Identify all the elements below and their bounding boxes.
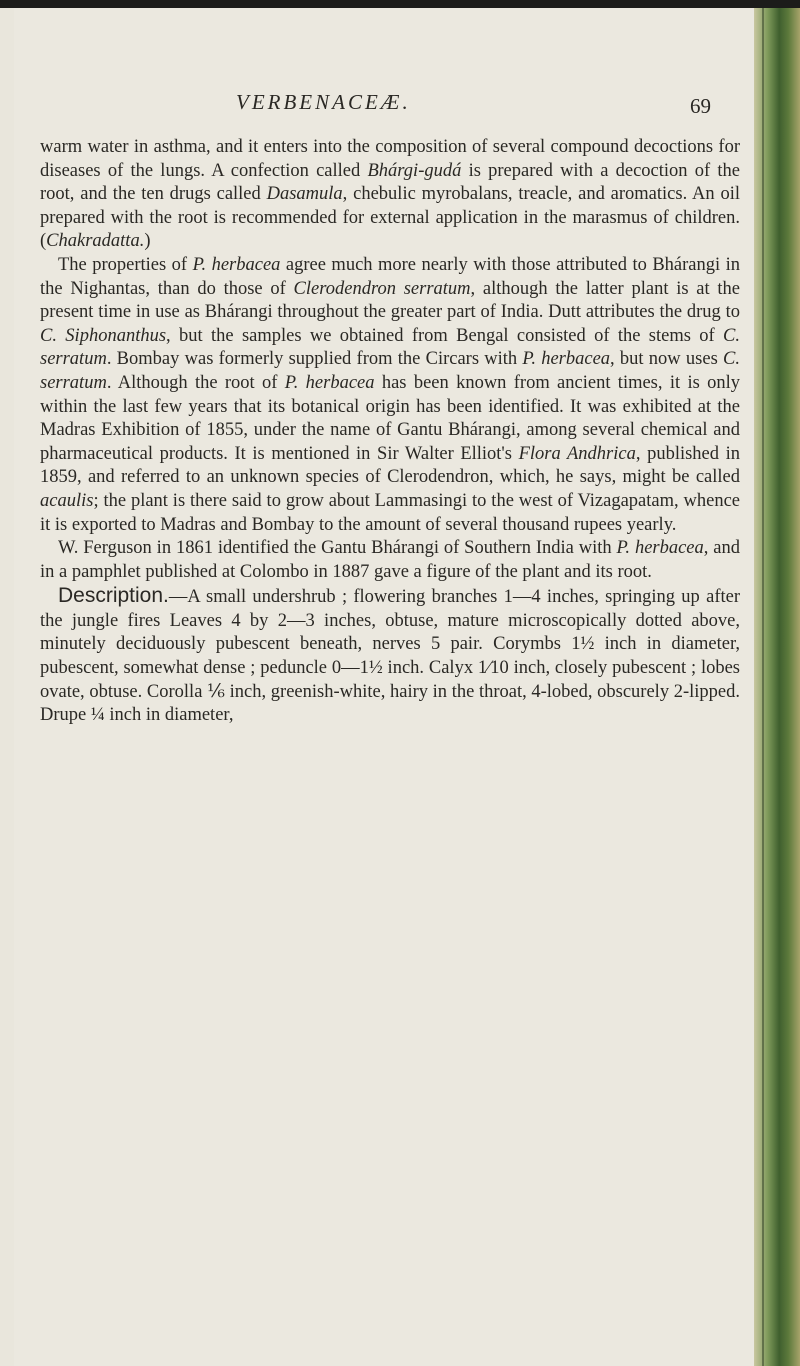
italic-term: P. herbacea — [192, 254, 281, 275]
running-head: VERBENACEÆ. — [236, 90, 411, 114]
italic-term: C. serratum — [40, 349, 740, 393]
italic-term: C. Siphonanthus — [40, 325, 167, 346]
text-run: warm water in asthma, and it enters into the composition of several compound decoctions for diseases of the lungs. A confection called — [40, 137, 740, 181]
text-run: , and in a pamphlet published at Colombo in 1887 gave a figure of the plant and its root. — [40, 538, 740, 582]
text-run: agree much more nearly with those attributed to Bhárangi in the Nighantas, than do those of — [40, 254, 740, 299]
italic-term: Dasamula — [266, 184, 343, 205]
text-run: has been known from ancient times, it is only within the last few years that its botanical origin has been identified. It was exhibited at the Madras Exhibition of 1855, under the name of Gantu Bhárangi, among several chemical and pharmaceutical products. It is mentioned in Sir Walter Elliot's — [40, 372, 741, 464]
italic-term: P. herbacea — [522, 349, 611, 370]
book-edge — [754, 8, 800, 1366]
book-edge-shadow — [762, 8, 764, 1366]
page-number: 69 — [690, 94, 711, 118]
body-text — [40, 136, 740, 728]
italic-term: Clerodendron serratum — [293, 278, 471, 299]
text-run: is prepared with a decoction of the root, and the ten drugs called — [40, 160, 741, 205]
text-run: , published in 1859, and referred to an unknown species of Clerodendron, which, he says, might be called — [40, 443, 740, 488]
text-run: ) — [144, 231, 151, 252]
italic-term: Flora Andhrica — [518, 443, 636, 464]
scan-top-shadow — [0, 0, 800, 8]
italic-term: Chakradatta. — [46, 231, 145, 252]
text-run: ; the plant is there said to grow about Lammasingi to the west of Vizagapatam, whence it is exported to Madras and Bombay to the amount of several thousand rupees yearly. — [40, 490, 740, 535]
text-run: , although the latter plant is at the present time in use as Bhárangi throughout the greater part of India. Dutt attributes the drug to — [40, 278, 740, 323]
text-run: , chebulic myrobalans, treacle, and aromatics. An oil prepared with the root is recommended for external application in the marasmus of children. ( — [40, 184, 740, 252]
text-run: W. Ferguson in 1861 identified the Gantu Bhárangi of Southern India with — [58, 538, 617, 559]
paragraph — [40, 254, 740, 537]
italic-term: P. herbacea — [284, 372, 375, 393]
text-run: , but the samples we obtained from Bengal consisted of the stems of — [166, 325, 724, 346]
paragraph — [40, 584, 740, 728]
italic-term: Bhárgi-gudá — [367, 160, 462, 181]
paragraph — [40, 136, 740, 254]
text-run: . Although the root of — [106, 372, 285, 393]
text-run: The properties of — [58, 254, 193, 275]
text-run: —A small undershrub ; flowering branches 1—4 inches, springing up after the jungle fires Leaves 4 by 2—3 inches, obtuse, mature microscopically dotted above, minutely deciduously pubescent beneath, nerves 5 pair. Corymbs 1½ inch in diameter, pubescent, somewhat dense ; peduncle 0—1½ inch. Calyx 1⁄10 inch, closely pubescent ; lobes ovate, obtuse. Corolla ⅙ inch, greenish-white, hairy in the throat, 4-lobed, obscurely 2-lipped. Drupe ¼ inch in diameter, — [40, 587, 740, 726]
text-run: , but now uses — [610, 349, 724, 370]
section-heading: Description. — [58, 584, 169, 608]
page-header — [14, 90, 754, 120]
text-run: . Bombay was formerly supplied from the Circars with — [106, 349, 523, 370]
italic-term: P. herbacea — [616, 538, 704, 559]
italic-term: C. serratum — [40, 325, 740, 370]
paragraph — [40, 537, 740, 584]
italic-term: acaulis — [40, 490, 94, 511]
